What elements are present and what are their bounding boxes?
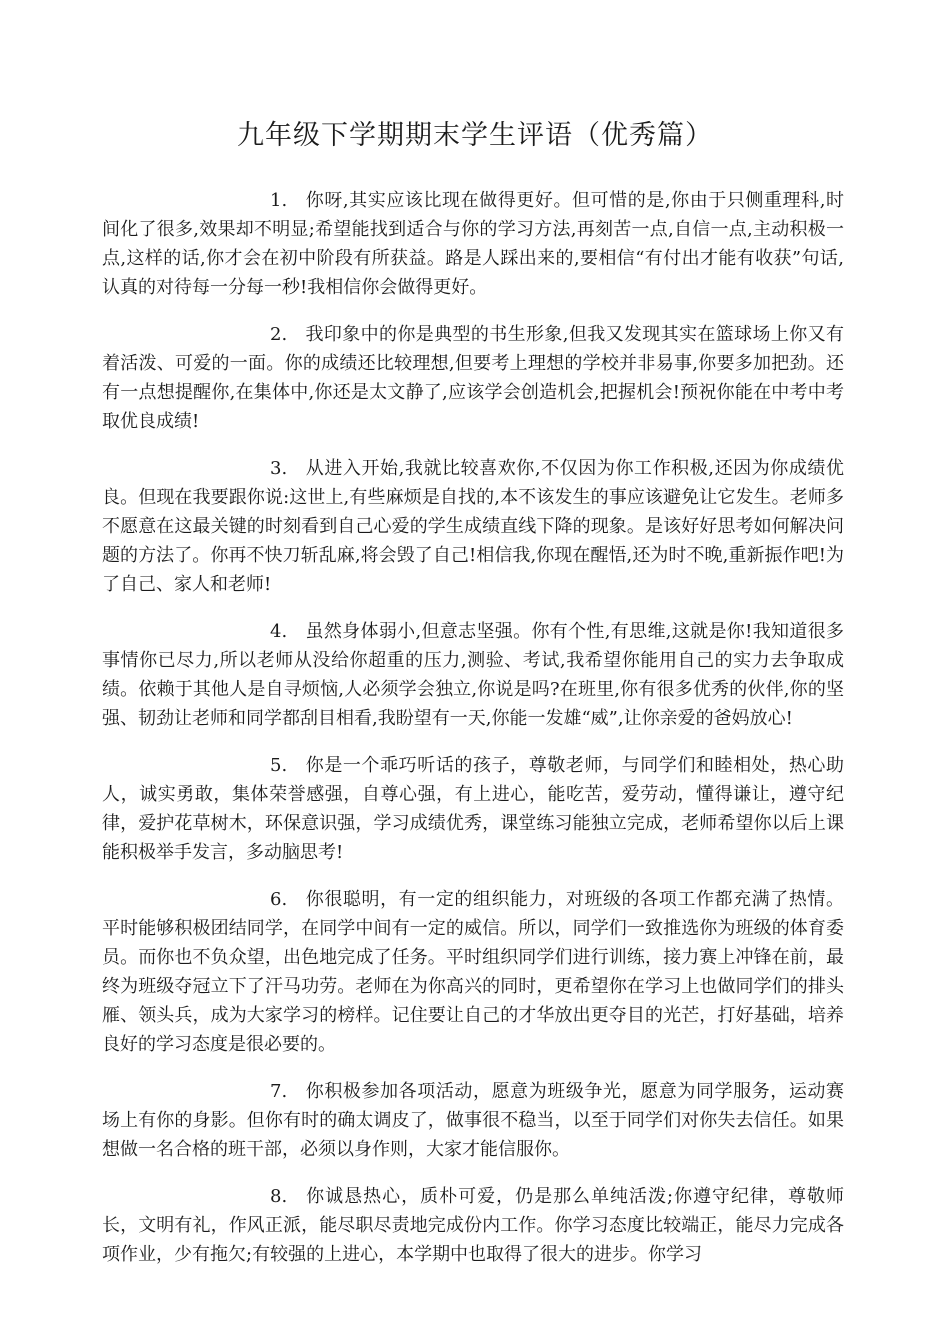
comment-paragraph-3 bbox=[102, 454, 844, 599]
paragraph-number: 4. bbox=[270, 621, 288, 642]
comment-paragraph-7 bbox=[102, 1077, 844, 1164]
paragraph-text: 从进入开始,我就比较喜欢你,不仅因为你工作积极,还因为你成绩优良。但现在我要跟你说:这世上,有些麻烦是自找的,本不该发生的事应该避免让它发生。老师多不愿意在这最关键的时刻看到自己心爱的学生成绩直线下降的现象。是该好好思考如何解决问题的方法了。你再不快刀斩乱麻,将会毁了自己!相信我,你现在醒悟,还为时不晚,重新振作吧!为了自己、家人和老师! bbox=[102, 458, 844, 595]
paragraph-text: 我印象中的你是典型的书生形象,但我又发现其实在篮球场上你又有着活泼、可爱的一面。你的成绩还比较理想,但要考上理想的学校并非易事,你要多加把劲。还有一点想提醒你,在集体中,你还是太文静了,应该学会创造机会,把握机会!预祝你能在中考中考取优良成绩! bbox=[102, 324, 844, 432]
comment-paragraph-8 bbox=[102, 1182, 844, 1269]
paragraph-number: 3. bbox=[270, 458, 288, 479]
paragraph-number: 6. bbox=[270, 889, 288, 910]
document-title: 九年级下学期期末学生评语（优秀篇） bbox=[237, 120, 713, 151]
paragraph-number: 7. bbox=[270, 1081, 288, 1102]
comment-paragraph-4 bbox=[102, 617, 844, 733]
paragraph-text: 你呀,其实应该比现在做得更好。但可惜的是,你由于只侧重理科,时间化了很多,效果却不明显;希望能找到适合与你的学习方法,再刻苦一点,自信一点,主动积极一点,这样的话,你才会在初中阶段有所获益。路是人踩出来的,要相信“有付出才能有收获”句话,认真的对待每一分每一秒!我相信你会做得更好。 bbox=[102, 190, 844, 298]
comment-paragraph-5 bbox=[102, 751, 844, 867]
document-body bbox=[102, 186, 844, 1287]
paragraph-text: 你是一个乖巧听话的孩子，尊敬老师，与同学们和睦相处，热心助人，诚实勇敢，集体荣誉感强，自尊心强，有上进心，能吃苦，爱劳动，懂得谦让，遵守纪律，爱护花草树木，环保意识强，学习成绩优秀，课堂练习能独立完成，老师希望你以后上课能积极举手发言，多动脑思考! bbox=[102, 755, 844, 863]
paragraph-text: 你诚恳热心，质朴可爱，仍是那么单纯活泼;你遵守纪律，尊敬师长，文明有礼，作风正派，能尽职尽责地完成份内工作。你学习态度比较端正，能尽力完成各项作业，少有拖欠;有较强的上进心，本学期中也取得了很大的进步。你学习 bbox=[102, 1186, 844, 1265]
comment-paragraph-1 bbox=[102, 186, 844, 302]
paragraph-number: 2. bbox=[270, 324, 288, 345]
comment-paragraph-2 bbox=[102, 320, 844, 436]
paragraph-number: 5. bbox=[270, 755, 288, 776]
paragraph-text: 你积极参加各项活动，愿意为班级争光，愿意为同学服务，运动赛场上有你的身影。但你有时的确太调皮了，做事很不稳当，以至于同学们对你失去信任。如果想做一名合格的班干部，必须以身作则，大家才能信服你。 bbox=[102, 1081, 844, 1160]
paragraph-text: 虽然身体弱小,但意志坚强。你有个性,有思维,这就是你!我知道很多事情你已尽力,所以老师从没给你超重的压力,测验、考试,我希望你能用自己的实力去争取成绩。依赖于其他人是自寻烦恼,人必须学会独立,你说是吗?在班里,你有很多优秀的伙伴,你的坚强、韧劲让老师和同学都刮目相看,我盼望有一天,你能一发雄“威”,让你亲爱的爸妈放心! bbox=[102, 621, 844, 729]
comment-paragraph-6 bbox=[102, 885, 844, 1059]
paragraph-number: 1. bbox=[270, 190, 288, 211]
paragraph-number: 8. bbox=[270, 1186, 288, 1207]
paragraph-text: 你很聪明，有一定的组织能力，对班级的各项工作都充满了热情。平时能够积极团结同学，在同学中间有一定的威信。所以，同学们一致推选你为班级的体育委员。而你也不负众望，出色地完成了任务。平时组织同学们进行训练，接力赛上冲锋在前，最终为班级夺冠立下了汗马功劳。老师在为你高兴的同时，更希望你在学习上也做同学们的排头雁、领头兵，成为大家学习的榜样。记住要让自己的才华放出更夺目的光芒，打好基础，培养良好的学习态度是很必要的。 bbox=[102, 889, 844, 1055]
